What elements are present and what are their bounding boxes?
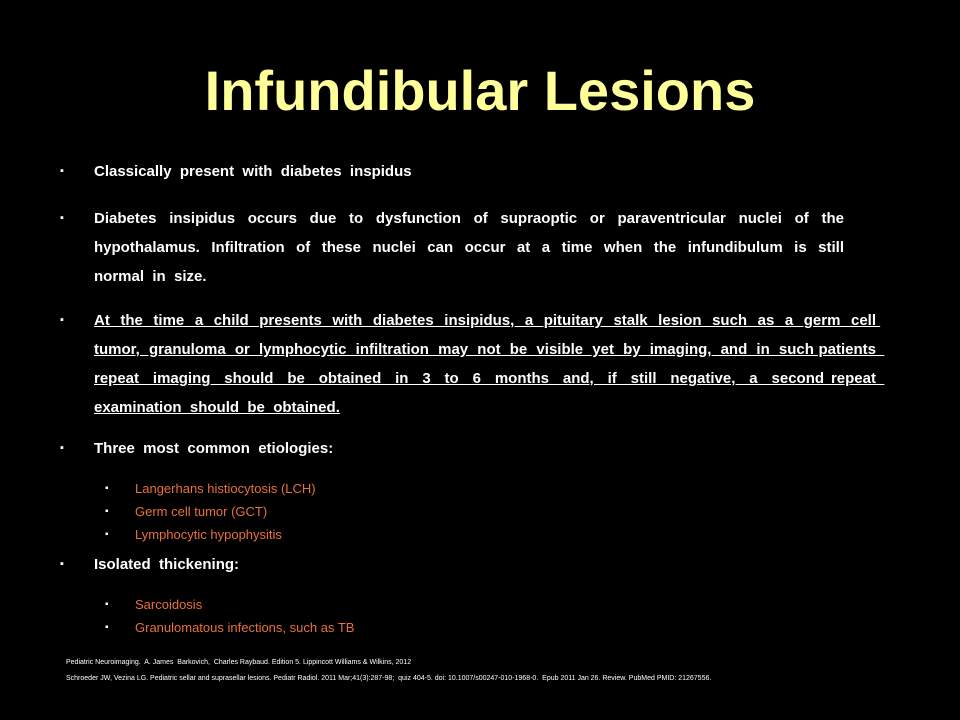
- bullet-marker: ▪: [60, 165, 64, 177]
- sub-bullet-marker: ▪: [105, 622, 109, 633]
- bullet-text: Diabetes insipidus occurs due to dysfunction of supraoptic or paraventricular nuclei of the hypothalamus. Infiltration of these nuclei can occur at a time when the infundibulum is still normal in size.: [94, 210, 849, 285]
- bullet-marker: ▪: [60, 212, 64, 224]
- sub-bullet-marker: ▪: [105, 529, 109, 540]
- sub-bullet-marker: ▪: [105, 506, 109, 517]
- bullet-text: At the time a child presents with diabetes insipidus, a pituitary stalk lesion such as a germ cell tumor, granuloma or lymphocytic infiltration may not be visible yet by imaging, and in such patients repeat imaging should be obtained in 3 to 6 months and, if still negative, a second repeat examination should be obtained.: [94, 312, 885, 416]
- sub-bullet-marker: ▪: [105, 483, 109, 494]
- bullet-text: Classically present with diabetes inspidus: [94, 163, 412, 180]
- bullet-text: Isolated thickening:: [94, 556, 240, 573]
- reference-schroeder: Schroeder JW, Vezina LG. Pediatric sellar and suprasellar lesions. Pediatr Radiol. 2011 Mar;41(3):287-98; quiz 404-5. doi: 10.1007/s00247-010-1968-0. Epub 2011 Jan 26. Review. PubMed PMID: 21267556.: [66, 675, 712, 682]
- sub-item-text: Lymphocytic hypophysitis: [135, 527, 282, 542]
- bullet-text: Three most common etiologies:: [94, 440, 334, 457]
- bullet-marker: ▪: [60, 442, 64, 454]
- sub-item-text: Sarcoidosis: [135, 597, 203, 612]
- sub-item-text: Germ cell tumor (GCT): [135, 504, 268, 519]
- bullet-marker: ▪: [60, 558, 64, 570]
- bullet-diabetes-insipidus-cause: [60, 204, 850, 291]
- bullet-isolated-thickening: [60, 550, 850, 579]
- slide-title: Infundibular Lesions: [204, 59, 756, 122]
- bullet-repeat-imaging: [60, 306, 885, 422]
- bullet-common-etiologies: [60, 434, 850, 463]
- reference-barkovich: Pediatric Neuroimaging. A. James Barkovich, Charles Raybaud. Edition 5. Lippincott Williams & Wilkins, 2012: [66, 659, 412, 666]
- sub-bullet-marker: ▪: [105, 599, 109, 610]
- sub-item-text: Langerhans histiocytosis (LCH): [135, 481, 316, 496]
- sub-item-text: Granulomatous infections, such as TB: [135, 620, 355, 635]
- bullet-diabetes-inspidus: [60, 157, 850, 186]
- bullet-marker: ▪: [60, 314, 64, 326]
